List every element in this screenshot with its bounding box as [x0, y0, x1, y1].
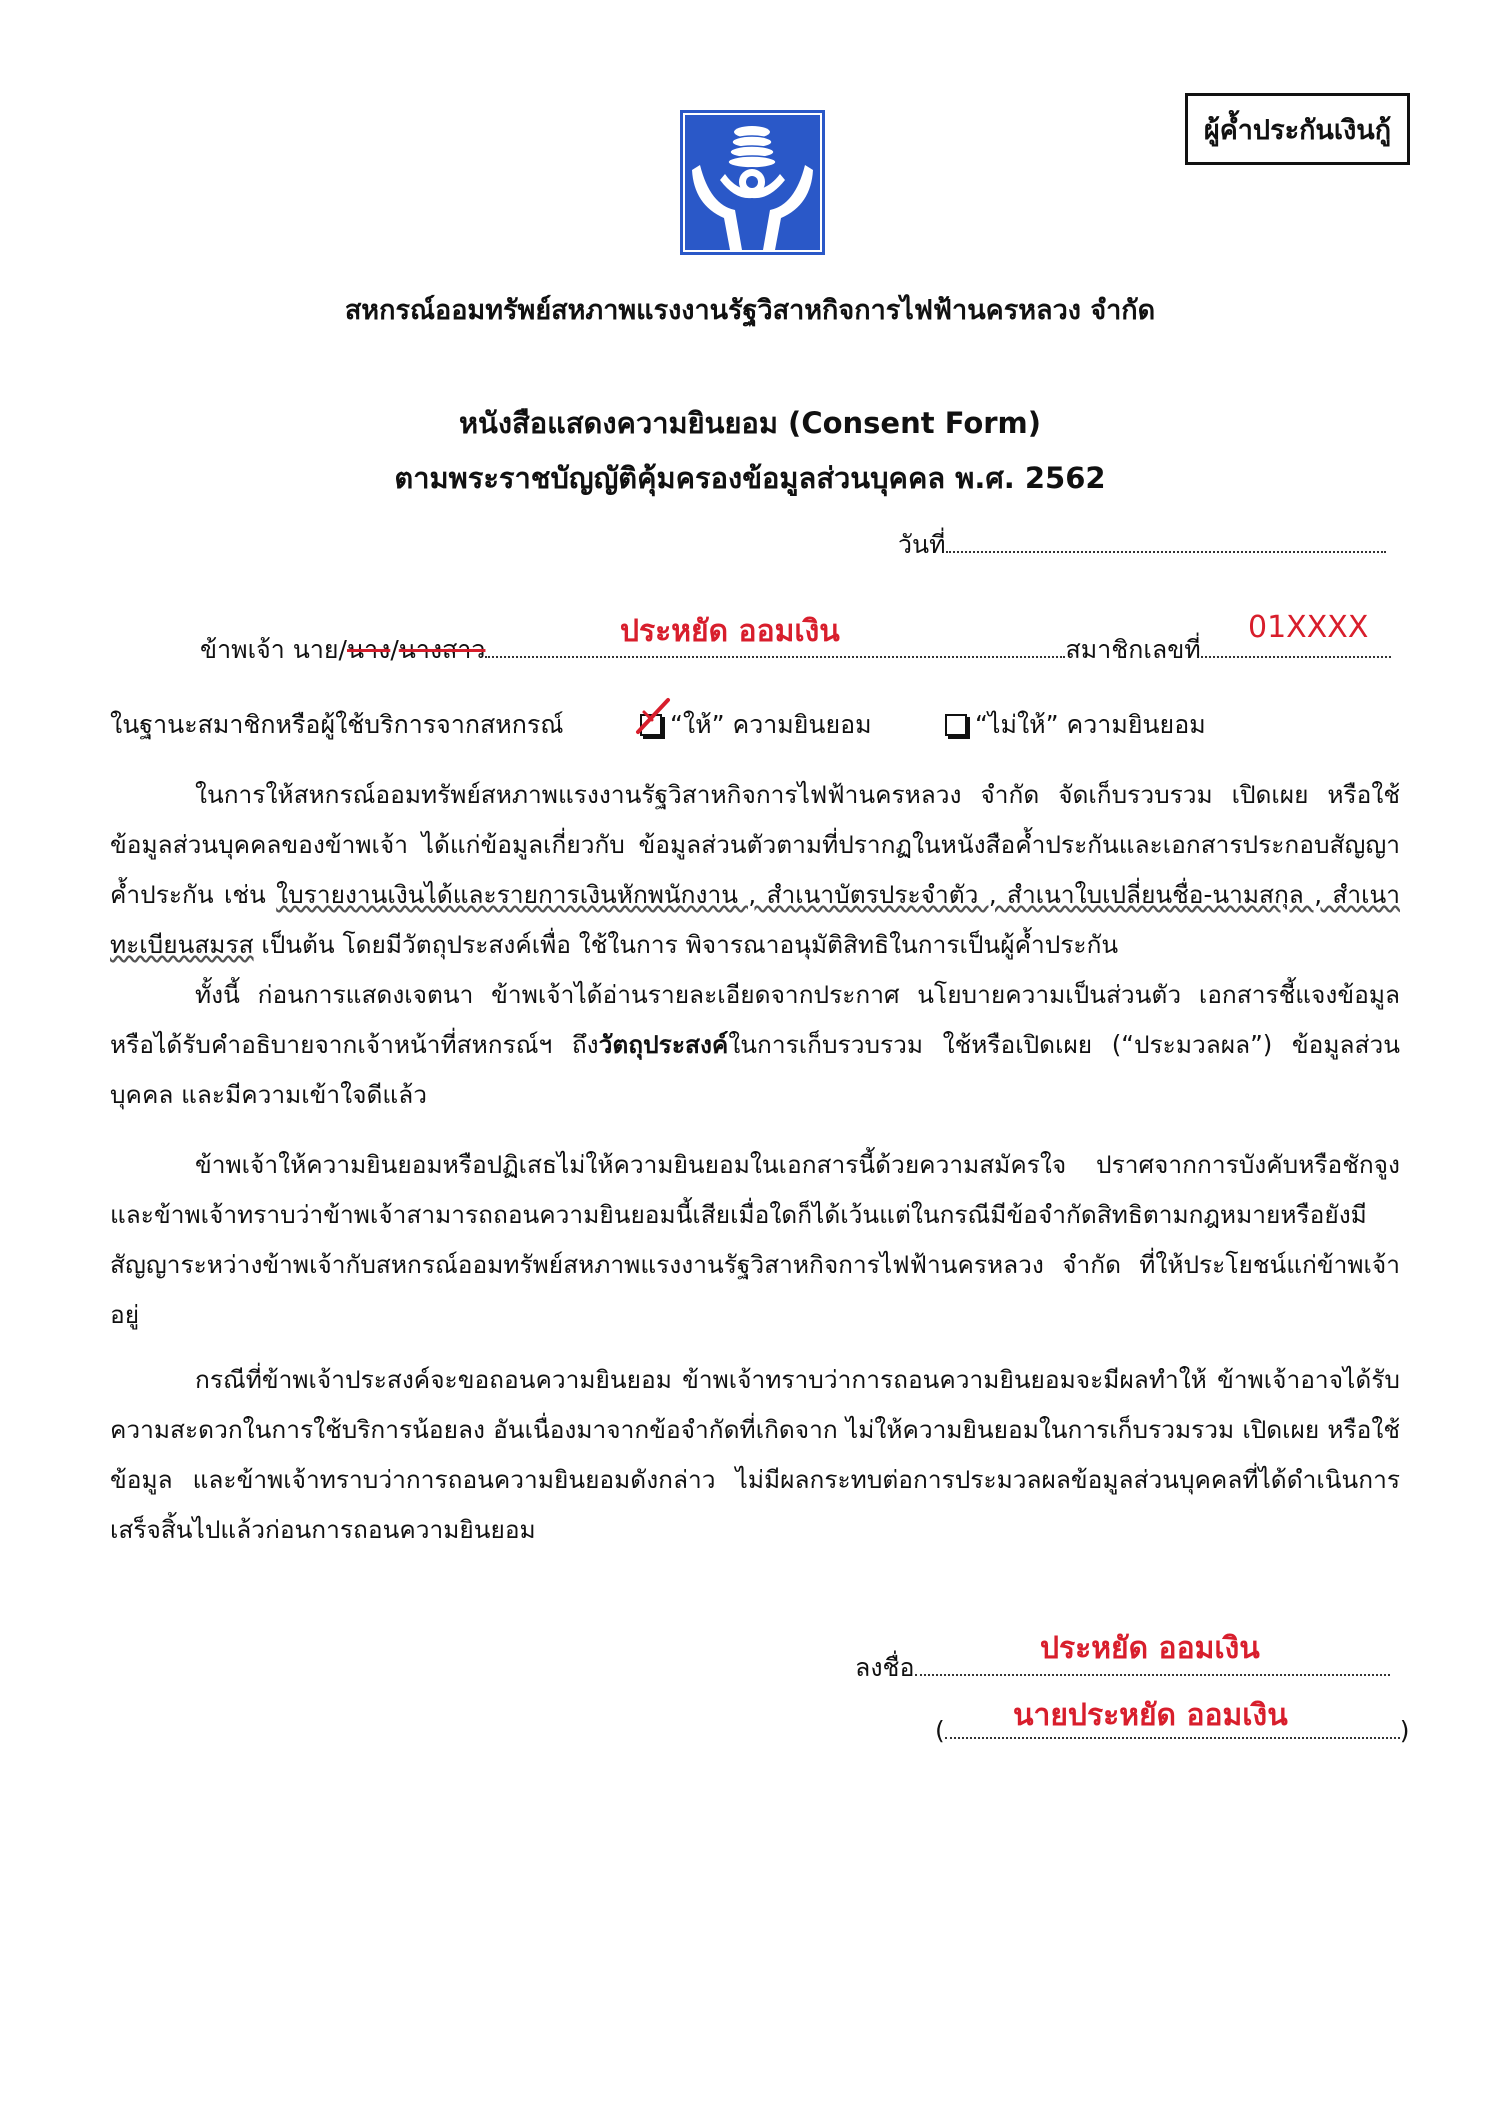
guarantor-badge: ผู้ค้ำประกันเงินกู้ [1185, 93, 1410, 165]
not-give-consent-label: “ไม่ให้” ความยินยอม [974, 710, 1206, 739]
status-row [110, 705, 564, 745]
form-title: หนังสือแสดงความยินยอม (Consent Form) [458, 406, 1042, 440]
give-consent-option[interactable] [640, 705, 872, 745]
signature-label: ลงชื่อ [855, 1653, 915, 1682]
para1-text-end: เป็นต้น โดยมีวัตถุประสงค์เพื่อ ใช้ในการ พิจารณาอนุมัติสิทธิในการเป็นผู้ค้ำประกัน [253, 930, 1119, 959]
printed-name-text: นายประหยัด ออมเงิน [1013, 1698, 1288, 1733]
organization-name: สหกรณ์ออมทรัพย์สหภาพแรงงานรัฐวิสาหกิจการไฟฟ้านครหลวง จำกัด [344, 295, 1156, 326]
date-field[interactable] [946, 529, 1386, 553]
cooperative-logo [680, 110, 825, 255]
title-mrs-struck: นาง [347, 635, 391, 664]
para1-documents: ใบรายงานเงินได้และรายการเงินหักพนักงาน , สำเนาบัตรประจำตัว , สำเนาใบเปลี่ยนชื่อ-นามสกุล , สำเนาทะเบียนสมรส [110, 880, 1400, 959]
date-label: วันที่ [898, 530, 946, 559]
give-consent-label: “ให้” ความยินยอม [669, 710, 872, 739]
filled-member-no: 01XXXX [1248, 610, 1369, 645]
not-give-consent-checkbox[interactable] [945, 714, 967, 736]
title-miss-struck: นางสาว [398, 635, 486, 664]
name-prefix: ข้าพเจ้า นาย/ [200, 635, 347, 664]
member-label: สมาชิกเลขที่ [1065, 635, 1201, 664]
check-mark-icon [630, 694, 674, 738]
paragraph-purpose [110, 770, 1400, 970]
paragraph-withdrawal: กรณีที่ข้าพเจ้าประสงค์จะขอถอนความยินยอม ข้าพเจ้าทราบว่าการถอนความยินยอมจะมีผลทำให้ ข้าพเจ้าอาจได้รับความสะดวกในการใช้บริการน้อยลง อันเนื่องมาจากข้อจำกัดที่เกิดจาก ไม่ให้ความยินยอมในการเก็บรวมรวม เปิดเผย หรือใช้ข้อมูล และข้าพเจ้าทราบว่าการถอนความยินยอมดังกล่าว ไม่มีผลกระทบต่อการประมวลผลข้อมูลส่วนบุคคลที่ได้ดำเนินการเสร็จสิ้นไปแล้วก่อนการถอนความยินยอม [110, 1365, 1400, 1544]
not-give-consent-option[interactable] [945, 705, 1206, 745]
signature-text: ประหยัด ออมเงิน [1040, 1631, 1260, 1666]
filled-name: ประหยัด ออมเงิน [620, 614, 840, 649]
form-subtitle: ตามพระราชบัญญัติคุ้มครองข้อมูลส่วนบุคคล พ.ศ. 2562 [394, 461, 1106, 495]
open-paren: ( [935, 1716, 945, 1745]
para2-bold: วัตถุประสงค์ [598, 1030, 729, 1059]
date-row [898, 525, 1386, 565]
para2-text: ทั้งนี้ ก่อนการแสดงเจตนา ข้าพเจ้าได้อ่านรายละเอียดจากประกาศ นโยบายความเป็นส่วนตัว เอกสารชี้แจงข้อมูล หรือได้รับคำอธิบายจากเจ้าหน้าที่สหกรณ์ฯ ถึง [110, 980, 1400, 1059]
status-label: ในฐานะสมาชิกหรือผู้ใช้บริการจากสหกรณ์ [110, 710, 564, 739]
title-separator: / [390, 635, 399, 664]
para2-text-end: ในการเก็บรวบรวม ใช้หรือเปิดเผย (“ประมวลผล”) ข้อมูลส่วนบุคคล และมีความเข้าใจดีแล้ว [110, 1030, 1400, 1109]
paragraph-acknowledgement [110, 970, 1400, 1120]
para1-text: ในการให้สหกรณ์ออมทรัพย์สหภาพแรงงานรัฐวิสาหกิจการไฟฟ้านครหลวง จำกัด จัดเก็บรวบรวม เปิดเผย หรือใช้ข้อมูลส่วนบุคคลของข้าพเจ้า ได้แก่ข้อมูลเกี่ยวกับ ข้อมูลส่วนตัวตามที่ปรากฏในหนังสือค้ำประกันและเอกสารประกอบสัญญาค้ำประกัน เช่น [110, 780, 1400, 909]
paragraph-voluntary: ข้าพเจ้าให้ความยินยอมหรือปฏิเสธไม่ให้ความยินยอมในเอกสารนี้ด้วยความสมัครใจ ปราศจากการบังคับหรือชักจูง และข้าพเจ้าทราบว่าข้าพเจ้าสามารถถอนความยินยอมนี้เสียเมื่อใดก็ได้เว้นแต่ในกรณีมีข้อจำกัดสิทธิตามกฎหมายหรือยังมีสัญญาระหว่างข้าพเจ้ากับสหกรณ์ออมทรัพย์สหภาพแรงงานรัฐวิสาหกิจการไฟฟ้านครหลวง จำกัด ที่ให้ประโยชน์แก่ข้าพเจ้าอยู่ [110, 1150, 1400, 1329]
close-paren: ) [1399, 1716, 1410, 1745]
